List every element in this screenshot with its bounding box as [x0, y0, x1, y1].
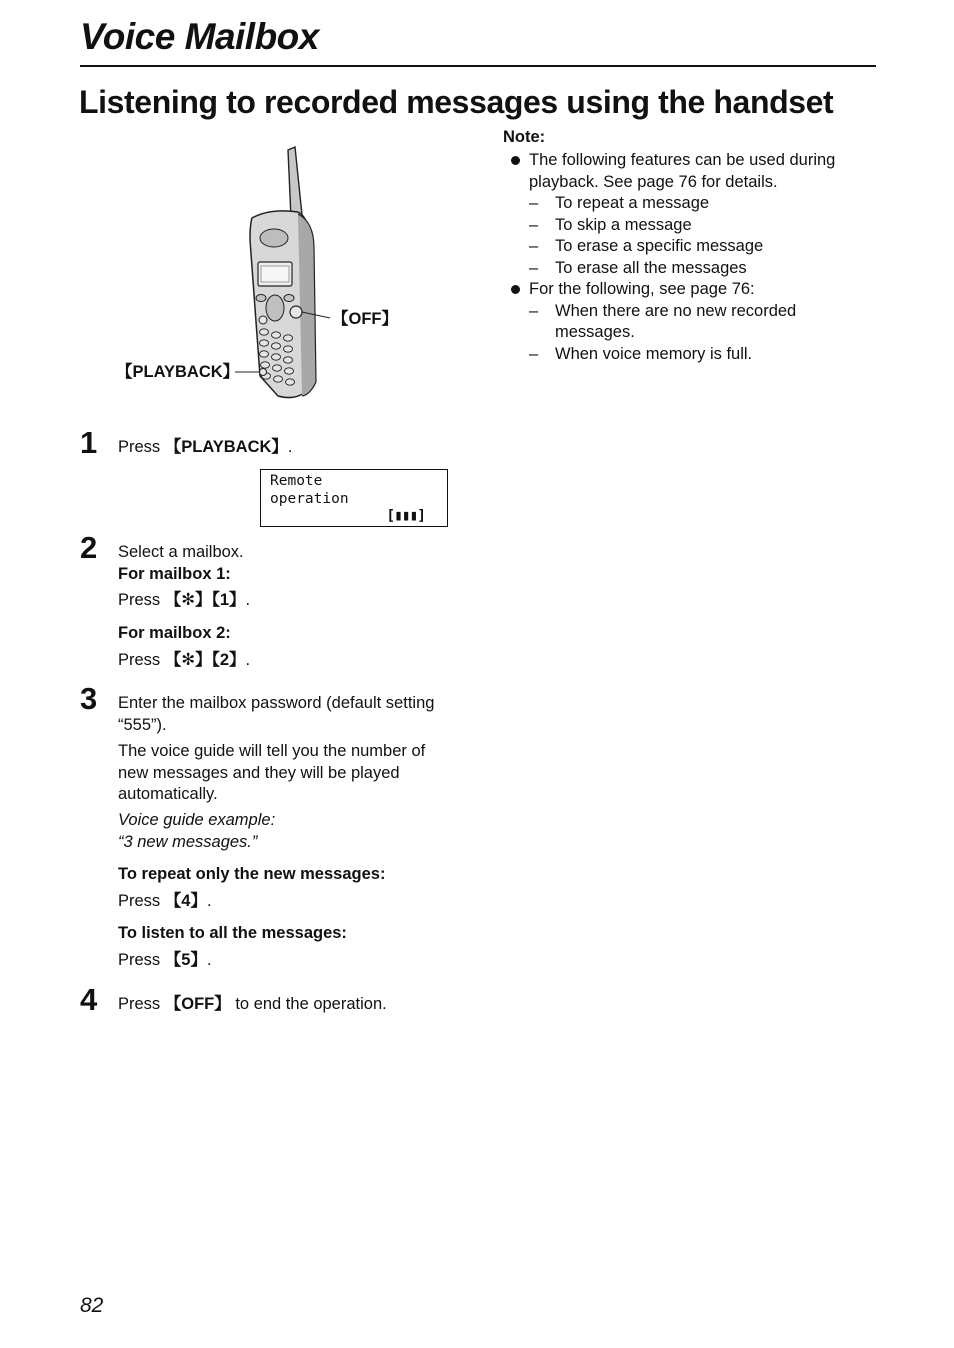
- list-item-text: To skip a message: [555, 215, 692, 234]
- step-1-period: .: [287, 438, 293, 456]
- playback-key-label: 【PLAYBACK】: [116, 363, 240, 381]
- step-number-1: 1: [80, 425, 98, 460]
- list-item: [508, 258, 878, 280]
- key-5: 【5】: [164, 951, 207, 969]
- step-2-text: Select a mailbox.: [118, 543, 244, 561]
- list-item: [508, 215, 878, 237]
- handset-illustration: [230, 140, 360, 405]
- mailbox-2-keys: 【✻】【2】: [164, 651, 246, 669]
- step-number-2: 2: [80, 530, 98, 565]
- playback-key-icon: [260, 369, 267, 376]
- note-heading: Note:: [503, 128, 546, 146]
- off-key: 【OFF】: [164, 995, 231, 1013]
- list-item-text: To erase all the messages: [555, 258, 747, 277]
- step-4-text: [118, 994, 387, 1016]
- list-item-text: When there are no new recorded messages.: [555, 301, 797, 341]
- list-item-text: To erase a specific message: [555, 237, 764, 255]
- step-4-rest: to end the operation.: [230, 995, 387, 1013]
- list-item: [508, 301, 855, 344]
- list-item-text: To repeat a message: [555, 194, 710, 212]
- list-item: [508, 236, 878, 258]
- note-bullet-1-text: The following features can be used during playback. See page 76 for details.: [529, 151, 836, 191]
- dash-mark: –: [529, 258, 539, 277]
- section-title: Voice Mailbox: [80, 16, 319, 57]
- mailbox-1-keys: 【✻】【1】: [164, 591, 246, 609]
- step-1-press: Press: [118, 438, 165, 456]
- step-3-guide: The voice guide will tell you the number of new messages and they will be played automatically.: [118, 742, 426, 803]
- step-number-4: 4: [80, 982, 98, 1017]
- repeat-new-heading: To repeat only the new messages:: [118, 865, 386, 883]
- mailbox-2-instruction: Press 【✻】【2】.: [118, 651, 251, 669]
- mailbox-1-press: Press: [118, 591, 165, 609]
- bullet-icon: [511, 285, 520, 294]
- step-4-press: Press: [118, 995, 165, 1013]
- repeat-new-instruction: Press 【4】.: [118, 892, 212, 910]
- list-item-text: When voice memory is full.: [555, 344, 753, 363]
- page-number: 82: [80, 1294, 104, 1317]
- note-bullet-2: [508, 279, 878, 301]
- mailbox-1-heading: For mailbox 1:: [118, 565, 231, 583]
- display-battery-icon: [▮▮▮]: [386, 508, 425, 524]
- step-1-text: [118, 437, 293, 459]
- key-4: 【4】: [164, 892, 207, 910]
- voice-guide-example-text: “3 new messages.”: [118, 833, 258, 851]
- note-list: [508, 150, 878, 365]
- display-line-1: Remote: [270, 473, 323, 489]
- handset-antenna: [288, 147, 302, 218]
- page-heading: Listening to recorded messages using the handset: [79, 84, 834, 120]
- listen-all-instruction: Press 【5】.: [118, 951, 212, 969]
- note-bullet-1: [508, 150, 878, 193]
- handset-display: [260, 469, 448, 527]
- dash-mark: –: [529, 194, 539, 212]
- off-key-label: 【OFF】: [332, 310, 398, 328]
- display-line-2: operation: [270, 491, 349, 507]
- off-key-icon: [290, 306, 302, 318]
- dash-mark: –: [529, 215, 539, 234]
- dash-mark: –: [529, 301, 539, 320]
- note-bullet-2-text: For the following, see page 76:: [529, 280, 755, 298]
- playback-key: 【PLAYBACK】: [164, 438, 288, 456]
- mailbox-2-press: Press: [118, 651, 165, 669]
- repeat-press: Press: [118, 892, 165, 910]
- listen-all-heading: To listen to all the messages:: [118, 924, 347, 942]
- list-item: [508, 344, 878, 366]
- dash-mark: –: [529, 237, 539, 255]
- listen-press: Press: [118, 951, 165, 969]
- voice-guide-example-label: Voice guide example:: [118, 811, 276, 829]
- mailbox-1-instruction: Press 【✻】【1】.: [118, 591, 251, 609]
- mailbox-2-heading: For mailbox 2:: [118, 624, 231, 642]
- list-item: [508, 193, 878, 215]
- title-divider: [80, 65, 876, 67]
- bullet-icon: [511, 156, 520, 165]
- step-3-text: Enter the mailbox password (default setting “555”).: [118, 694, 435, 734]
- step-number-3: 3: [80, 681, 98, 716]
- dash-mark: –: [529, 344, 539, 363]
